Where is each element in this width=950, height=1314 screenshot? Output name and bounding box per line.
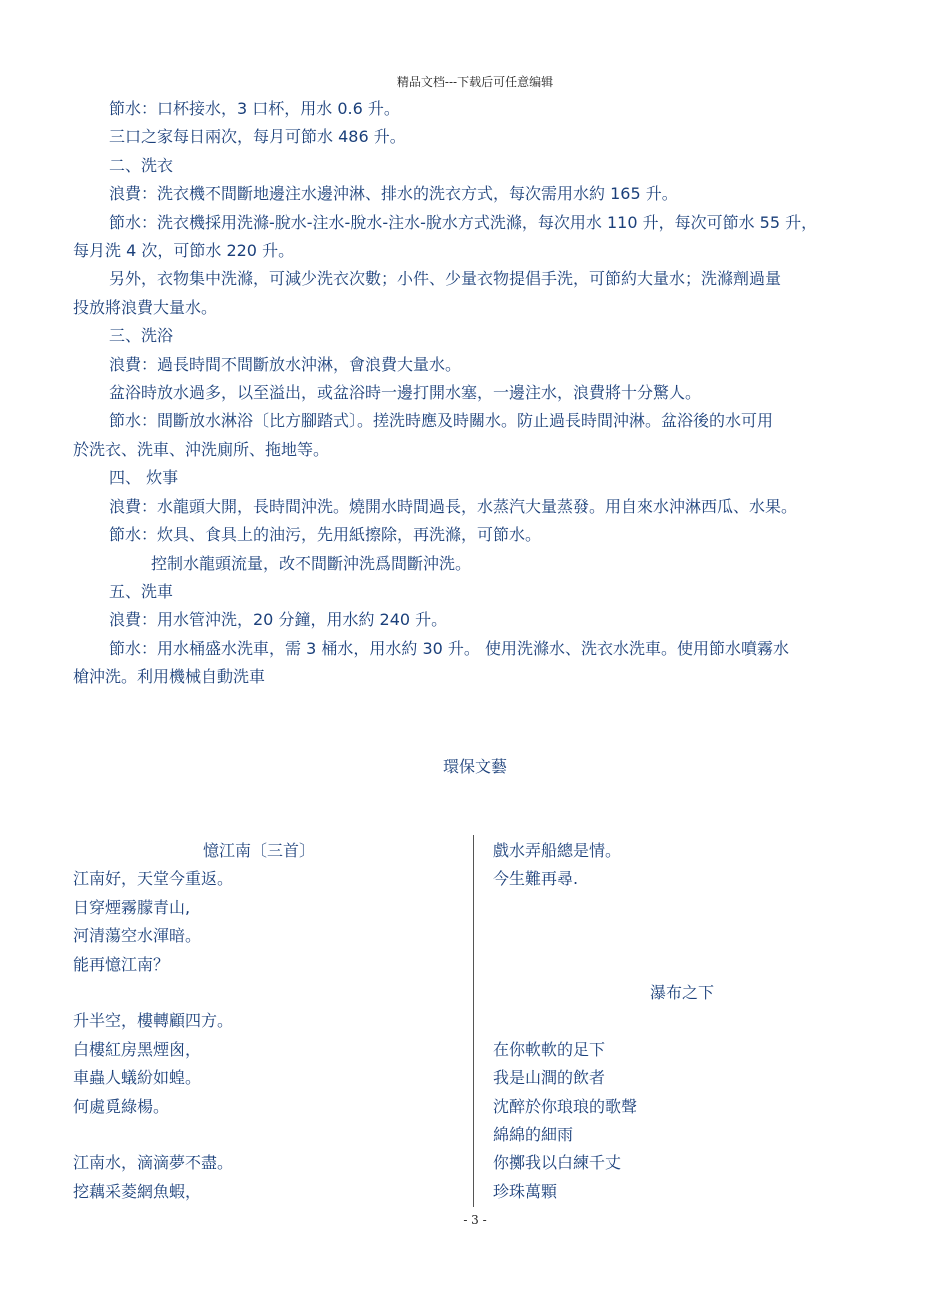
paragraph: 盆浴時放水過多，以至溢出，或盆浴時一邊打開水塞，一邊注水，浪費將十分驚人。: [109, 383, 702, 403]
poem-line: 白樓紅房黑煙囪，: [73, 1039, 202, 1059]
poem-left-column: [73, 837, 453, 1206]
paragraph: 浪費：用水管沖洗，20 分鐘，用水約 240 升。: [109, 610, 448, 630]
paragraph: 節水：炊具、食具上的油污，先用紙擦除，再洗滌，可節水。: [109, 525, 542, 545]
poem-line: 日穿煙霧朦青山,: [73, 897, 191, 917]
poem-line: 在你軟軟的足下: [493, 1039, 606, 1059]
poem-line: 我是山澗的飲者: [493, 1068, 606, 1088]
paragraph-continuation: 每月洗 4 次，可節水 220 升。: [73, 241, 295, 261]
poem-line: 今生難再尋.: [493, 869, 579, 889]
poem-line: 升半空，樓轉顧四方。: [73, 1011, 234, 1031]
paragraph-continuation: 投放將浪費大量水。: [73, 297, 218, 317]
poem-line: 河清蕩空水渾暗。: [73, 926, 202, 946]
poem-line: 車蟲人蟻紛如蝗。: [73, 1068, 202, 1088]
section-heading: 三、洗浴: [109, 326, 174, 346]
poem-title: 憶江南〔三首〕: [203, 841, 316, 860]
poem-line: 戲水弄船總是情。: [493, 841, 622, 860]
paragraph-continuation: 槍沖洗。利用機械自動洗車: [73, 667, 266, 687]
paragraph: 浪費：洗衣機不間斷地邊注水邊沖淋、排水的洗衣方式，每次需用水約 165 升。: [109, 184, 678, 204]
page-header: 精品文档---下载后可任意编辑: [396, 75, 554, 89]
poem-line: 能再憶江南？: [73, 954, 170, 974]
poem-line: 江南好，天堂今重返。: [73, 869, 234, 889]
poem-line: 沈醉於你琅琅的歌聲: [493, 1096, 638, 1116]
paragraph: 節水：間斷放水淋浴〔比方腳踏式〕。搓洗時應及時關水。防止過長時間沖淋。盆浴後的水可用: [109, 411, 774, 431]
poem-line: 江南水，滴滴夢不盡。: [73, 1153, 234, 1173]
paragraph: 浪費：過長時間不間斷放水沖淋，會浪費大量水。: [109, 354, 462, 374]
poem-line: 珍珠萬顆: [493, 1181, 558, 1201]
paragraph: 節水：用水桶盛水洗車，需 3 桶水，用水約 30 升。 使用洗滌水、洗衣水洗車。使用節水噴霧水: [109, 638, 789, 658]
poem-line: 綿綿的細雨: [493, 1125, 574, 1144]
poem-right-column: [493, 837, 873, 1206]
poem-line: 挖藕采菱網魚蝦，: [73, 1181, 202, 1201]
paragraph: 浪費：水龍頭大開，長時間沖洗。燒開水時間過長，水蒸汽大量蒸發。用自來水沖淋西瓜、水果。: [109, 496, 798, 516]
paragraph: 節水：口杯接水，3 口杯，用水 0.6 升。: [109, 99, 400, 118]
paragraph-continuation: 於洗衣、洗車、沖洗廁所、拖地等。: [73, 439, 330, 459]
poem-line: 你擲我以白練千丈: [493, 1153, 622, 1173]
paragraph: 節水：洗衣機採用洗滌-脫水-注水-脫水-注水-脫水方式洗滌，每次用水 110 升，每次可節水 55 升，: [109, 212, 818, 232]
section-heading: 二、洗衣: [109, 155, 174, 175]
poem-title: 瀑布之下: [650, 982, 715, 1002]
paragraph: 三口之家每日兩次，每月可節水 486 升。: [109, 127, 406, 147]
section-heading: 四、 炊事: [109, 468, 179, 488]
section-heading: 五、洗車: [109, 581, 174, 601]
column-divider: [473, 835, 474, 1207]
page-number: - 3 -: [463, 1213, 487, 1227]
section-title: 環保文藝: [442, 757, 507, 776]
paragraph: 另外，衣物集中洗滌，可減少洗衣次數；小件、少量衣物提倡手洗，可節約大量水；洗滌劑過量: [109, 269, 782, 289]
body-text: [73, 95, 885, 692]
poem-line: 何處覓綠楊。: [73, 1096, 170, 1116]
paragraph: 控制水龍頭流量，改不間斷沖洗爲間斷沖洗。: [151, 553, 472, 573]
